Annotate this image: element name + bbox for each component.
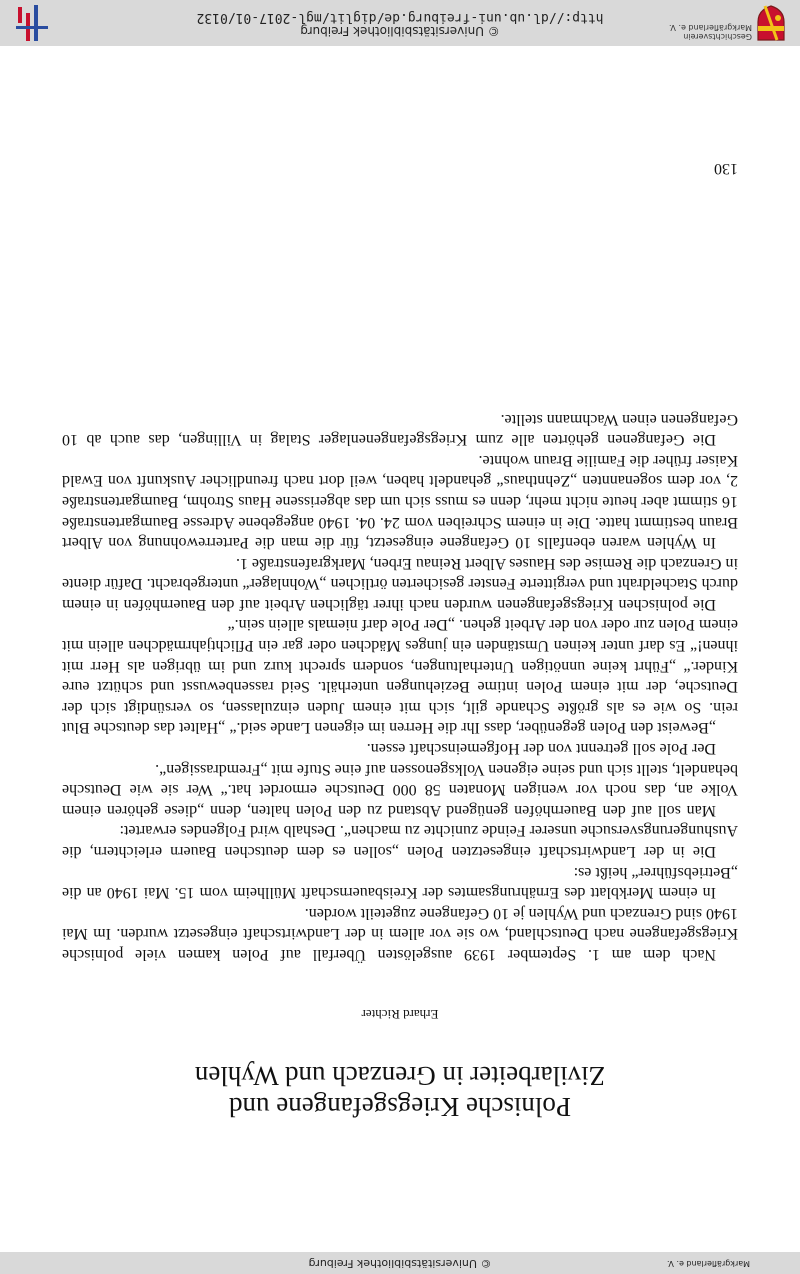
- viewer-header-bar: [0, 0, 800, 46]
- paragraph: Nach dem am 1. September 1939 ausgelösten Überfall auf Polen kamen viele polnische Kriegsgefangene nach Deutschland, wo sie vor allem in der Landwirtschaft eingesetzt wurden. Im Mai 1940 sind Grenzach und Wyhlen je 10 Gefangene zugeteilt worden.: [62, 904, 738, 963]
- paragraph: In Wyhlen waren ebenfalls 10 Gefangene eingesetzt, für die man die Parterrewohnung von Albert Braun bestimmt hatte. Die in einem Schreiben vom 24. 04. 1940 angegebene Adresse Baumgartenstraße 16 stimmt aber heute nicht mehr, denn es muss sich um das abgerissene Haus Strohm, Baumgartenstraße 2, vor dem sogenannten „Zehnthaus“ gehandelt haben, weil dort nach freundlicher Auskunft von Ewald Kaiser früher die Familie Braun wohnte.: [62, 451, 738, 552]
- viewer-footer-bar: [0, 1252, 800, 1274]
- paragraph: In einem Merkblatt des Ernährungsamtes der Kreisbauernschaft Müllheim vom 15. Mai 1940 an die „Betriebsführer“ heißt es:: [62, 863, 738, 902]
- paragraph: „Beweist den Polen gegenüber, dass Ihr die Herren im eigenen Lande seid.“ „Haltet das deutsche Blut rein. So wie es als größte Schande gilt, sich mit einem Juden einzulassen, so versündigt sich der Deutsche, der mit einem Polen intime Beziehungen unterhält. Seid rassenbewusst und schützt eure Kinder.“ „Führt keine unnötigen Unterhaltungen, sondern sprecht kurz und im übrigen als Herr mit ihnen!“ Es darf unter keinen Umständen ein junges Mädchen oder gar ein Pflichtjahrmädchen allein mit einem Polen zur oder von der Arbeit gehen. „Der Pole darf niemals allein sein.“: [62, 616, 738, 737]
- library-credit: © Universitätsbibliothek Freiburg: [300, 24, 500, 39]
- title-line-1: Polnische Kriegsgefangene und: [229, 1092, 571, 1122]
- paragraph: Die Gefangenen gehörten alle zum Kriegsgefangenenlager Stalag in Villingen, das auch ab 10 Gefangenen einen Wachmann stellte.: [62, 410, 738, 449]
- document-page: [62, 62, 738, 1212]
- article-author: Erhard Richter: [361, 1007, 439, 1022]
- society-name: [622, 22, 752, 40]
- coat-of-arms-icon: [756, 4, 786, 42]
- article-title: [62, 1060, 738, 1122]
- footer-society: Markgräflerland e. V.: [666, 1259, 750, 1268]
- society-line-1: Geschichtsverein: [683, 32, 752, 41]
- footer-credit: © Universitätsbibliothek Freiburg: [308, 1257, 492, 1271]
- article-body: [62, 408, 738, 964]
- paragraph: Der Pole soll getrennt von der Hofgemeinschaft essen.: [366, 740, 716, 758]
- document-url[interactable]: http://dl.ub.uni-freiburg.de/diglit/mgl-2017-01/0132: [196, 9, 604, 25]
- paragraph: Die polnischen Kriegsgefangenen wurden nach ihrer täglichen Arbeit auf den Bauernhöfen in einem durch Stacheldraht und vergitterte Fenster gesicherten örtlichen „Wohnlager“ untergebracht. Dafür diente in Grenzach die Remise des Hauses Albert Reinau Erben, Markgrafenstraße 1.: [62, 554, 738, 613]
- society-line-2: Markgräflerland e. V.: [668, 23, 752, 33]
- page-number: 130: [714, 160, 738, 177]
- ub-freiburg-logo-icon: [8, 3, 56, 43]
- paragraph: Die in der Landwirtschaft eingesetzten Polen „sollen es dem deutschen Bauern erleichtern, die Aushungerungsversuche unserer Feinde zunichte zu machen“. Deshalb wird Folgendes erwartet:: [62, 822, 738, 861]
- title-line-2: Zivilarbeiter in Grenzach und Wyhlen: [194, 1061, 606, 1091]
- paragraph: Man soll auf den Bauernhöfen genügend Abstand zu den Polen halten, denn „diese gehören einem Volke an, das noch vor wenigen Monaten 58 000 Deutsche ermordet hat.“ Wer sie wie Deutsche behandelt, stellt sich und seine eigenen Volksgenossen auf eine Stufe mit „Fremdrassigen“.: [62, 760, 738, 819]
